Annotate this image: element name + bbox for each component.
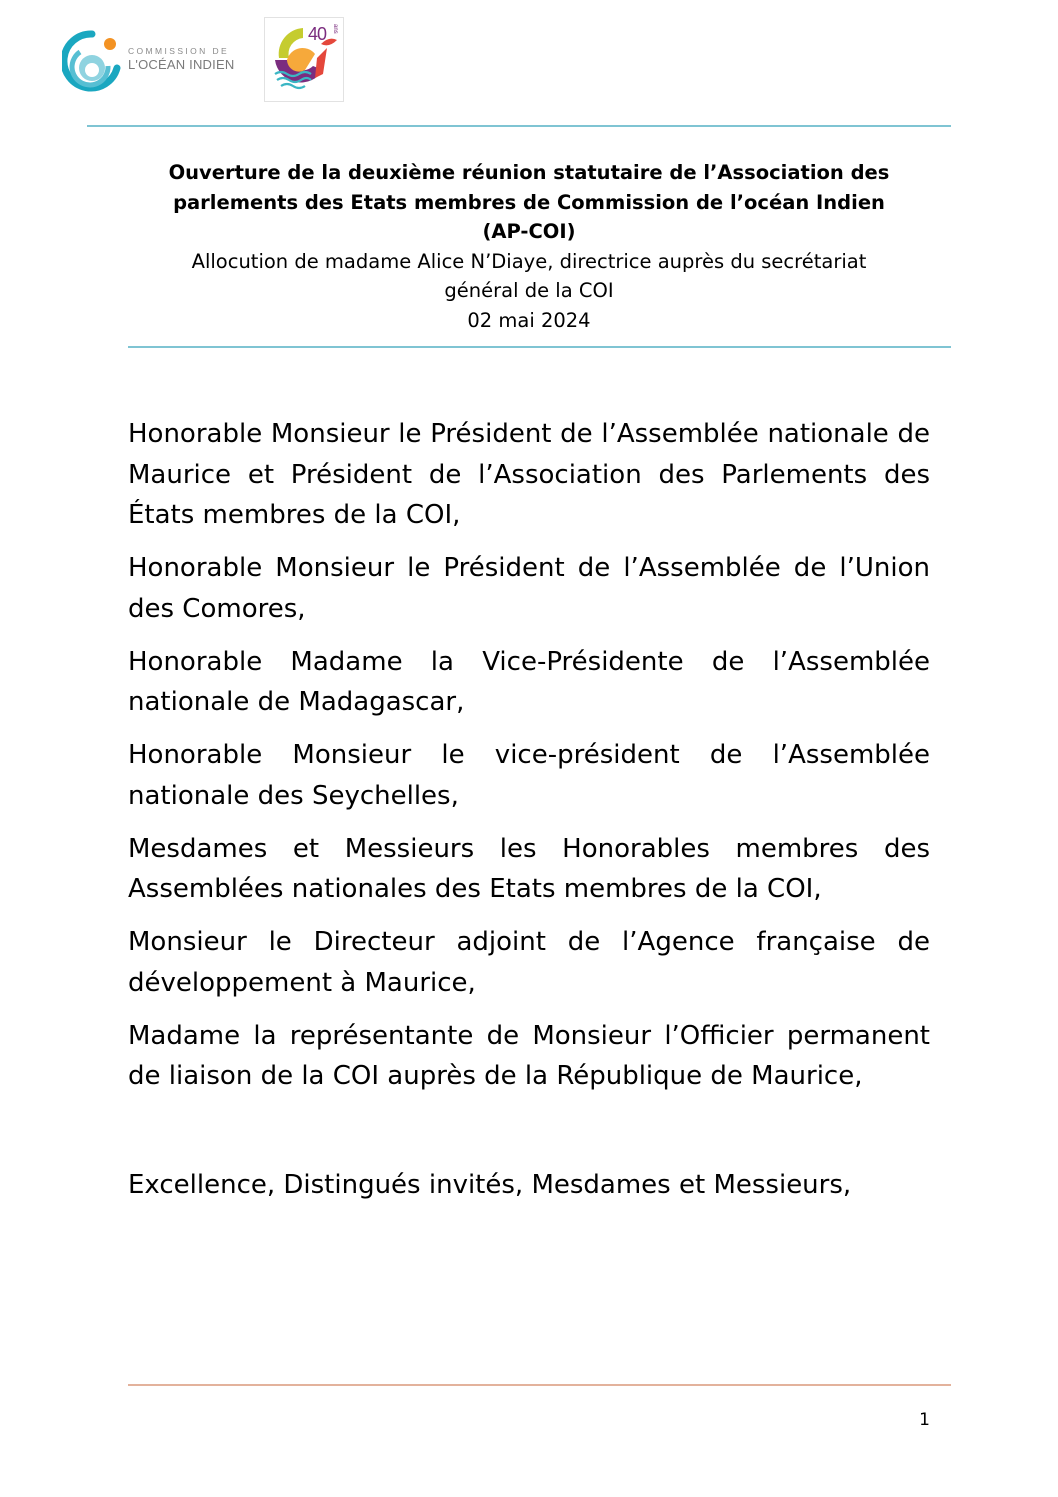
salutation-paragraph: Honorable Monsieur le Président de l’Assemblée de l’Union des Comores, bbox=[128, 553, 930, 624]
document-subtitle-line: général de la COI bbox=[444, 279, 614, 302]
heading-divider bbox=[128, 346, 951, 348]
coi-logo-line2: L'OCÉAN INDIEN bbox=[128, 57, 235, 72]
salutation-paragraph: Madame la représentante de Monsieur l’Officier permanent de liaison de la COI auprès de la République de Maurice, bbox=[128, 1020, 930, 1091]
anniversary-suffix: ans bbox=[332, 24, 338, 34]
coi-logo-icon bbox=[62, 30, 122, 92]
footer-divider bbox=[128, 1384, 951, 1386]
coi-logo-line1: COMMISSION DE bbox=[128, 46, 230, 56]
anniversary-number: 40 bbox=[308, 24, 327, 44]
document-body bbox=[128, 414, 930, 1218]
document-title-line: parlements des Etats membres de Commission de l’océan Indien bbox=[173, 190, 885, 214]
page-number: 1 bbox=[919, 1410, 930, 1430]
document-title-line: (AP-COI) bbox=[482, 220, 576, 243]
document-date: 02 mai 2024 bbox=[467, 308, 591, 332]
salutation-paragraph: Mesdames et Messieurs les Honorables membres des Assemblées nationales des Etats membres de la COI, bbox=[128, 833, 930, 904]
document-title-line: Ouverture de la deuxième réunion statutaire de l’Association des bbox=[168, 161, 890, 184]
salutation-paragraph: Monsieur le Directeur adjoint de l’Agence française de développement à Maurice, bbox=[128, 927, 930, 998]
anniversary-logo bbox=[264, 17, 344, 102]
document-subtitle-line: Allocution de madame Alice N’Diaye, directrice auprès du secrétariat bbox=[191, 249, 867, 273]
salutation-paragraph: Honorable Monsieur le Président de l’Assemblée nationale de Maurice et Président de l’Association des Parlements des États membres de la COI, bbox=[128, 419, 930, 530]
closing-salutation: Excellence, Distingués invités, Mesdames et Messieurs, bbox=[128, 1169, 852, 1200]
coi-logo bbox=[62, 30, 242, 92]
salutation-paragraph: Honorable Madame la Vice-Présidente de l’Assemblée nationale de Madagascar, bbox=[128, 646, 930, 717]
salutation-paragraph: Honorable Monsieur le vice-président de l’Assemblée nationale des Seychelles, bbox=[128, 740, 930, 811]
document-heading bbox=[100, 158, 958, 335]
header-divider bbox=[87, 125, 951, 127]
